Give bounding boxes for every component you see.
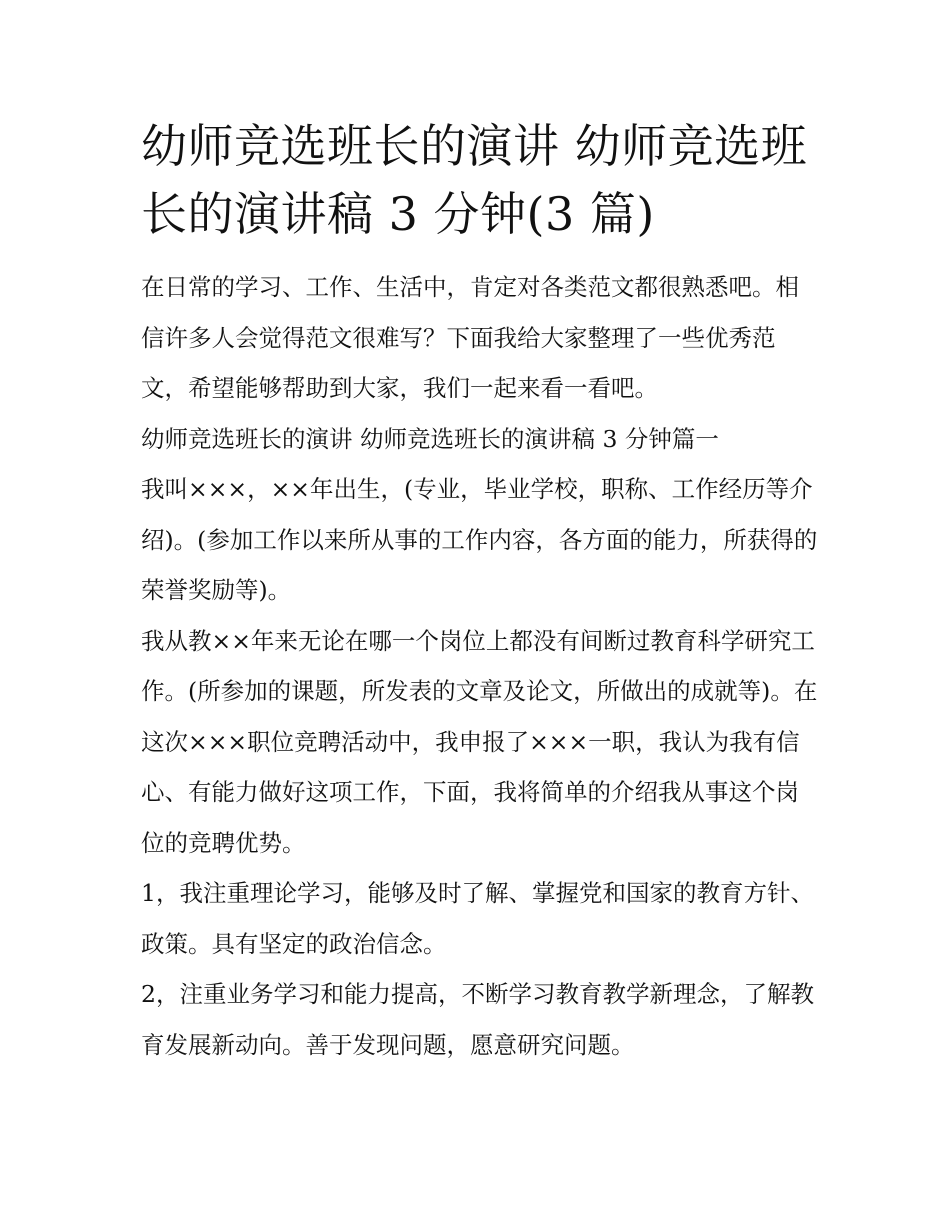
advantage-item-2: 2，注重业务学习和能力提高，不断学习教育教学新理念，了解教育发展新动向。善于发现问题，愿意研究问题。: [141, 980, 814, 1059]
advantage-item-1: 1，我注重理论学习，能够及时了解、掌握党和国家的教育方针、政策。具有坚定的政治信念。: [141, 879, 814, 958]
document-body: [141, 112, 821, 1070]
self-introduction-paragraph: 我叫×××，××年出生，(专业，毕业学校，职称、工作经历等介绍)。(参加工作以来所从事的工作内容，各方面的能力，所获得的荣誉奖励等)。: [141, 475, 818, 604]
intro-paragraph: 在日常的学习、工作、生活中，肯定对各类范文都很熟悉吧。相信许多人会觉得范文很难写？下面我给大家整理了一些优秀范文，希望能够帮助到大家，我们一起来看一看吧。: [141, 273, 799, 402]
document-title: 幼师竞选班长的演讲 幼师竞选班长的演讲稿 3 分钟(3 篇): [141, 119, 808, 241]
teaching-research-paragraph: 我从教××年来无论在哪一个岗位上都没有间断过教育科学研究工作。(所参加的课题，所发表的文章及论文，所做出的成就等)。在这次×××职位竞聘活动中，我申报了×××一职，我认为我有信心、有能力做好这项工作，下面，我将简单的介绍我从事这个岗位的竞聘优势。: [141, 626, 818, 857]
section-heading-one: 幼师竞选班长的演讲 幼师竞选班长的演讲稿 3 分钟篇一: [141, 424, 719, 453]
